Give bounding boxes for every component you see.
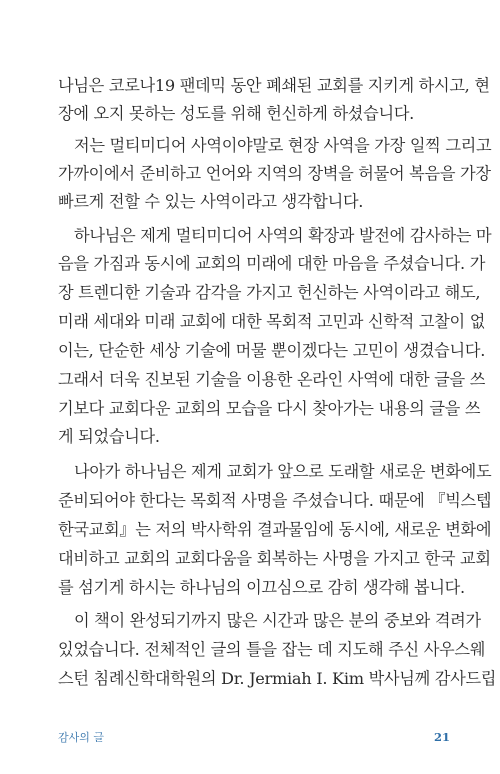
text-line: 장에 오지 못하는 성도를 위해 헌신하게 하셨습니다. bbox=[58, 104, 414, 123]
text-line: 음을 가짐과 동시에 교회의 미래에 대한 마음을 주셨습니다. 가 bbox=[58, 254, 486, 273]
text-line: 가까이에서 준비하고 언어와 지역의 장벽을 허물어 복음을 가장 bbox=[58, 164, 491, 183]
text-line: 나님은 코로나19 팬데믹 동안 폐쇄된 교회를 지키게 하시고, 현 bbox=[58, 76, 490, 95]
running-footer-section-title: 감사의 글 bbox=[58, 731, 105, 744]
text-line: 빠르게 전할 수 있는 사역이라고 생각합니다. bbox=[58, 192, 364, 211]
text-line: 를 섬기게 하시는 하나님의 이끄심으로 감히 생각해 봅니다. bbox=[58, 578, 465, 597]
text-line: 미래 세대와 미래 교회에 대한 목회적 고민과 신학적 고찰이 없 bbox=[58, 312, 486, 331]
text-line: 저는 멀티미디어 사역이야말로 현장 사역을 가장 일찍 그리고 bbox=[74, 136, 492, 155]
text-line: 하나님은 제게 멀티미디어 사역의 확장과 발전에 감사하는 마 bbox=[74, 226, 492, 245]
text-line: 기보다 교회다운 교회의 모습을 다시 찾아가는 내용의 글을 쓰 bbox=[58, 399, 481, 418]
text-line: 준비되어야 한다는 목회적 사명을 주셨습니다. 때문에 『빅스텝 bbox=[58, 491, 492, 510]
text-line: 장 트렌디한 기술과 감각을 가지고 헌신하는 사역이라고 해도, bbox=[58, 283, 481, 302]
text-line: 그래서 더욱 진보된 기술을 이용한 온라인 사역에 대한 글을 쓰 bbox=[58, 370, 486, 389]
page-number: 21 bbox=[433, 730, 450, 744]
text-line: 나아가 하나님은 제게 교회가 앞으로 도래할 새로운 변화에도 bbox=[74, 462, 492, 481]
text-line: 대비하고 교회의 교회다움을 회복하는 사명을 가지고 한국 교회 bbox=[58, 549, 491, 568]
text-line: 스턴 침례신학대학원의 Dr. Jermiah I. Kim 박사님께 감사드립 bbox=[58, 669, 497, 688]
text-line: 이 책이 완성되기까지 많은 시간과 많은 분의 중보와 격려가 bbox=[74, 611, 481, 630]
text-line: 있었습니다. 전체적인 글의 틀을 잡는 데 지도해 주신 사우스웨 bbox=[58, 640, 486, 659]
text-line: 한국교회』는 저의 박사학위 결과물임에 동시에, 새로운 변화에 bbox=[58, 520, 492, 539]
text-line: 이는, 단순한 세상 기술에 머물 뿐이겠다는 고민이 생겼습니다. bbox=[58, 341, 486, 360]
text-line: 게 되었습니다. bbox=[58, 427, 160, 446]
